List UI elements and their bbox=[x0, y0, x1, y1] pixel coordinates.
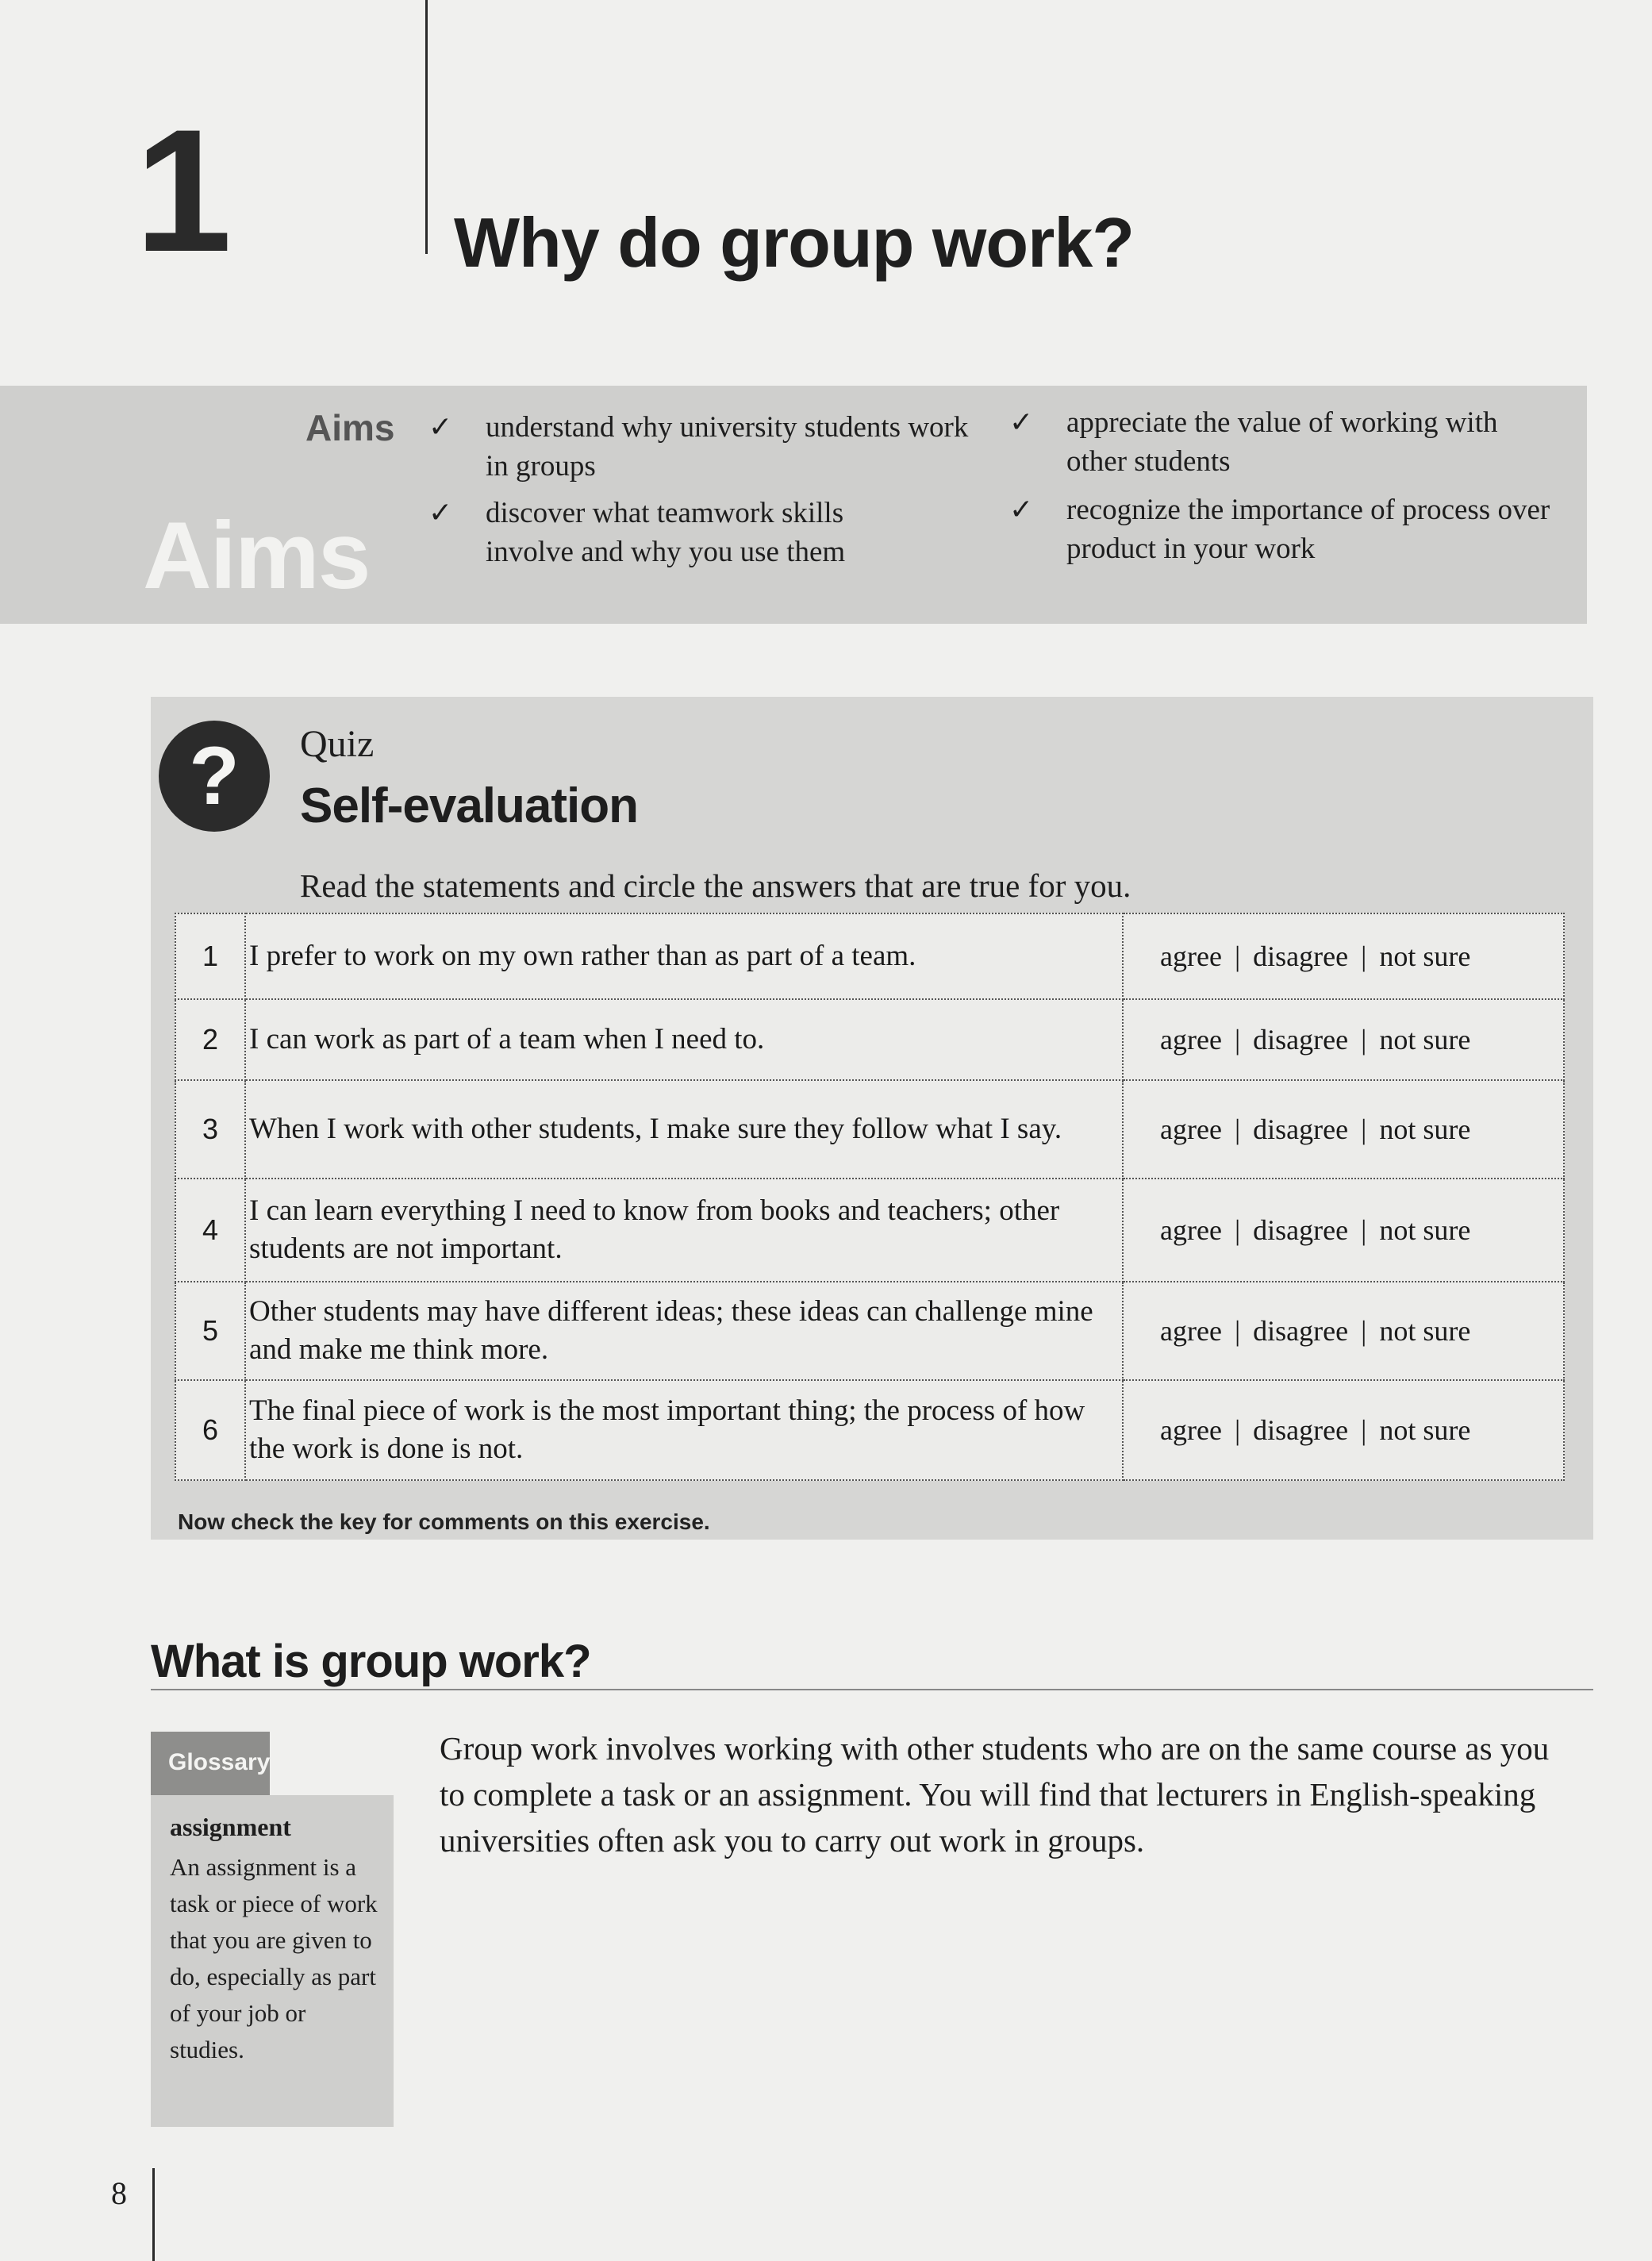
option-not-sure[interactable]: not sure bbox=[1379, 1315, 1471, 1347]
aim-text: appreciate the value of working with other students bbox=[1066, 406, 1498, 478]
statement: The final piece of work is the most important thing; the process of how the work is done is not. bbox=[245, 1380, 1123, 1480]
aim-item bbox=[1009, 403, 1581, 483]
option-disagree[interactable]: disagree bbox=[1253, 1414, 1349, 1446]
check-icon: ✓ bbox=[428, 411, 453, 444]
option-disagree[interactable]: disagree bbox=[1253, 1024, 1349, 1056]
section-body: Group work involves working with other students who are on the same course as you to complete a task or an assignment. You will find that lecturers in English-speaking universities often ask you to carry out work in groups. bbox=[440, 1730, 1550, 1859]
aim-item bbox=[1009, 490, 1581, 570]
table-row bbox=[175, 1080, 1564, 1179]
chapter-number: 1 bbox=[135, 93, 226, 288]
table-row bbox=[175, 1179, 1564, 1282]
row-number: 3 bbox=[175, 1080, 245, 1179]
option-not-sure[interactable]: not sure bbox=[1379, 1113, 1471, 1145]
statement: I can work as part of a team when I need to. bbox=[245, 999, 1123, 1080]
separator: | bbox=[1234, 1315, 1241, 1347]
aim-item bbox=[428, 494, 984, 573]
answer-options bbox=[1123, 1380, 1564, 1480]
separator: | bbox=[1361, 1315, 1367, 1347]
table-row bbox=[175, 1282, 1564, 1380]
row-number: 1 bbox=[175, 913, 245, 999]
footer-divider bbox=[152, 2168, 155, 2261]
option-disagree[interactable]: disagree bbox=[1253, 1113, 1349, 1145]
glossary-heading: Glossary bbox=[168, 1749, 271, 1775]
option-not-sure[interactable]: not sure bbox=[1379, 1414, 1471, 1446]
separator: | bbox=[1361, 1214, 1367, 1246]
separator: | bbox=[1234, 940, 1241, 972]
aim-item bbox=[428, 408, 984, 487]
aims-watermark: Aims bbox=[143, 502, 370, 609]
chapter-title: Why do group work? bbox=[454, 203, 1135, 282]
section-heading: What is group work? bbox=[151, 1636, 591, 1687]
table-row bbox=[175, 913, 1564, 999]
option-agree[interactable]: agree bbox=[1160, 1214, 1222, 1246]
answer-options bbox=[1123, 1080, 1564, 1179]
row-number: 4 bbox=[175, 1179, 245, 1282]
aim-text: understand why university students work in groups bbox=[486, 411, 969, 483]
option-disagree[interactable]: disagree bbox=[1253, 1214, 1349, 1246]
separator: | bbox=[1361, 940, 1367, 972]
statement: I can learn everything I need to know from books and teachers; other students are not important. bbox=[245, 1179, 1123, 1282]
separator: | bbox=[1234, 1024, 1241, 1056]
separator: | bbox=[1234, 1414, 1241, 1446]
row-number: 5 bbox=[175, 1282, 245, 1380]
option-agree[interactable]: agree bbox=[1160, 940, 1222, 972]
quiz-key-note: Now check the key for comments on this exercise. bbox=[178, 1509, 710, 1534]
option-agree[interactable]: agree bbox=[1160, 1024, 1222, 1056]
row-number: 2 bbox=[175, 999, 245, 1080]
option-disagree[interactable]: disagree bbox=[1253, 1315, 1349, 1347]
aims-label: Aims bbox=[305, 407, 395, 448]
separator: | bbox=[1234, 1113, 1241, 1145]
quiz-label: Quiz bbox=[300, 723, 375, 765]
statement: When I work with other students, I make sure they follow what I say. bbox=[245, 1080, 1123, 1179]
quiz-title: Self-evaluation bbox=[300, 779, 638, 833]
separator: | bbox=[1361, 1113, 1367, 1145]
check-icon: ✓ bbox=[1009, 406, 1034, 439]
section-rule bbox=[151, 1689, 1593, 1690]
separator: | bbox=[1234, 1214, 1241, 1246]
option-not-sure[interactable]: not sure bbox=[1379, 940, 1471, 972]
option-disagree[interactable]: disagree bbox=[1253, 940, 1349, 972]
table-row bbox=[175, 1380, 1564, 1480]
table-row bbox=[175, 999, 1564, 1080]
separator: | bbox=[1361, 1024, 1367, 1056]
question-mark-icon: ? bbox=[159, 721, 270, 832]
option-not-sure[interactable]: not sure bbox=[1379, 1214, 1471, 1246]
aim-text: discover what teamwork skills involve and why you use them bbox=[486, 497, 846, 568]
answer-options bbox=[1123, 913, 1564, 999]
option-not-sure[interactable]: not sure bbox=[1379, 1024, 1471, 1056]
statement: I prefer to work on my own rather than as part of a team. bbox=[245, 913, 1123, 999]
check-icon: ✓ bbox=[428, 497, 453, 529]
answer-options bbox=[1123, 1179, 1564, 1282]
quiz-instruction: Read the statements and circle the answers that are true for you. bbox=[300, 867, 1131, 904]
page-number: 8 bbox=[111, 2175, 127, 2211]
answer-options bbox=[1123, 1282, 1564, 1380]
answer-options bbox=[1123, 999, 1564, 1080]
row-number: 6 bbox=[175, 1380, 245, 1480]
glossary-definition: An assignment is a task or piece of work that you are given to do, especially as part of your job or studies. bbox=[170, 1853, 378, 2063]
header-divider bbox=[425, 0, 428, 254]
quiz-table bbox=[175, 913, 1565, 1481]
glossary-term: assignment bbox=[170, 1813, 291, 1841]
check-icon: ✓ bbox=[1009, 494, 1034, 526]
statement: Other students may have different ideas; these ideas can challenge mine and make me think more. bbox=[245, 1282, 1123, 1380]
option-agree[interactable]: agree bbox=[1160, 1315, 1222, 1347]
option-agree[interactable]: agree bbox=[1160, 1414, 1222, 1446]
aim-text: recognize the importance of process over product in your work bbox=[1066, 494, 1550, 565]
option-agree[interactable]: agree bbox=[1160, 1113, 1222, 1145]
separator: | bbox=[1361, 1414, 1367, 1446]
